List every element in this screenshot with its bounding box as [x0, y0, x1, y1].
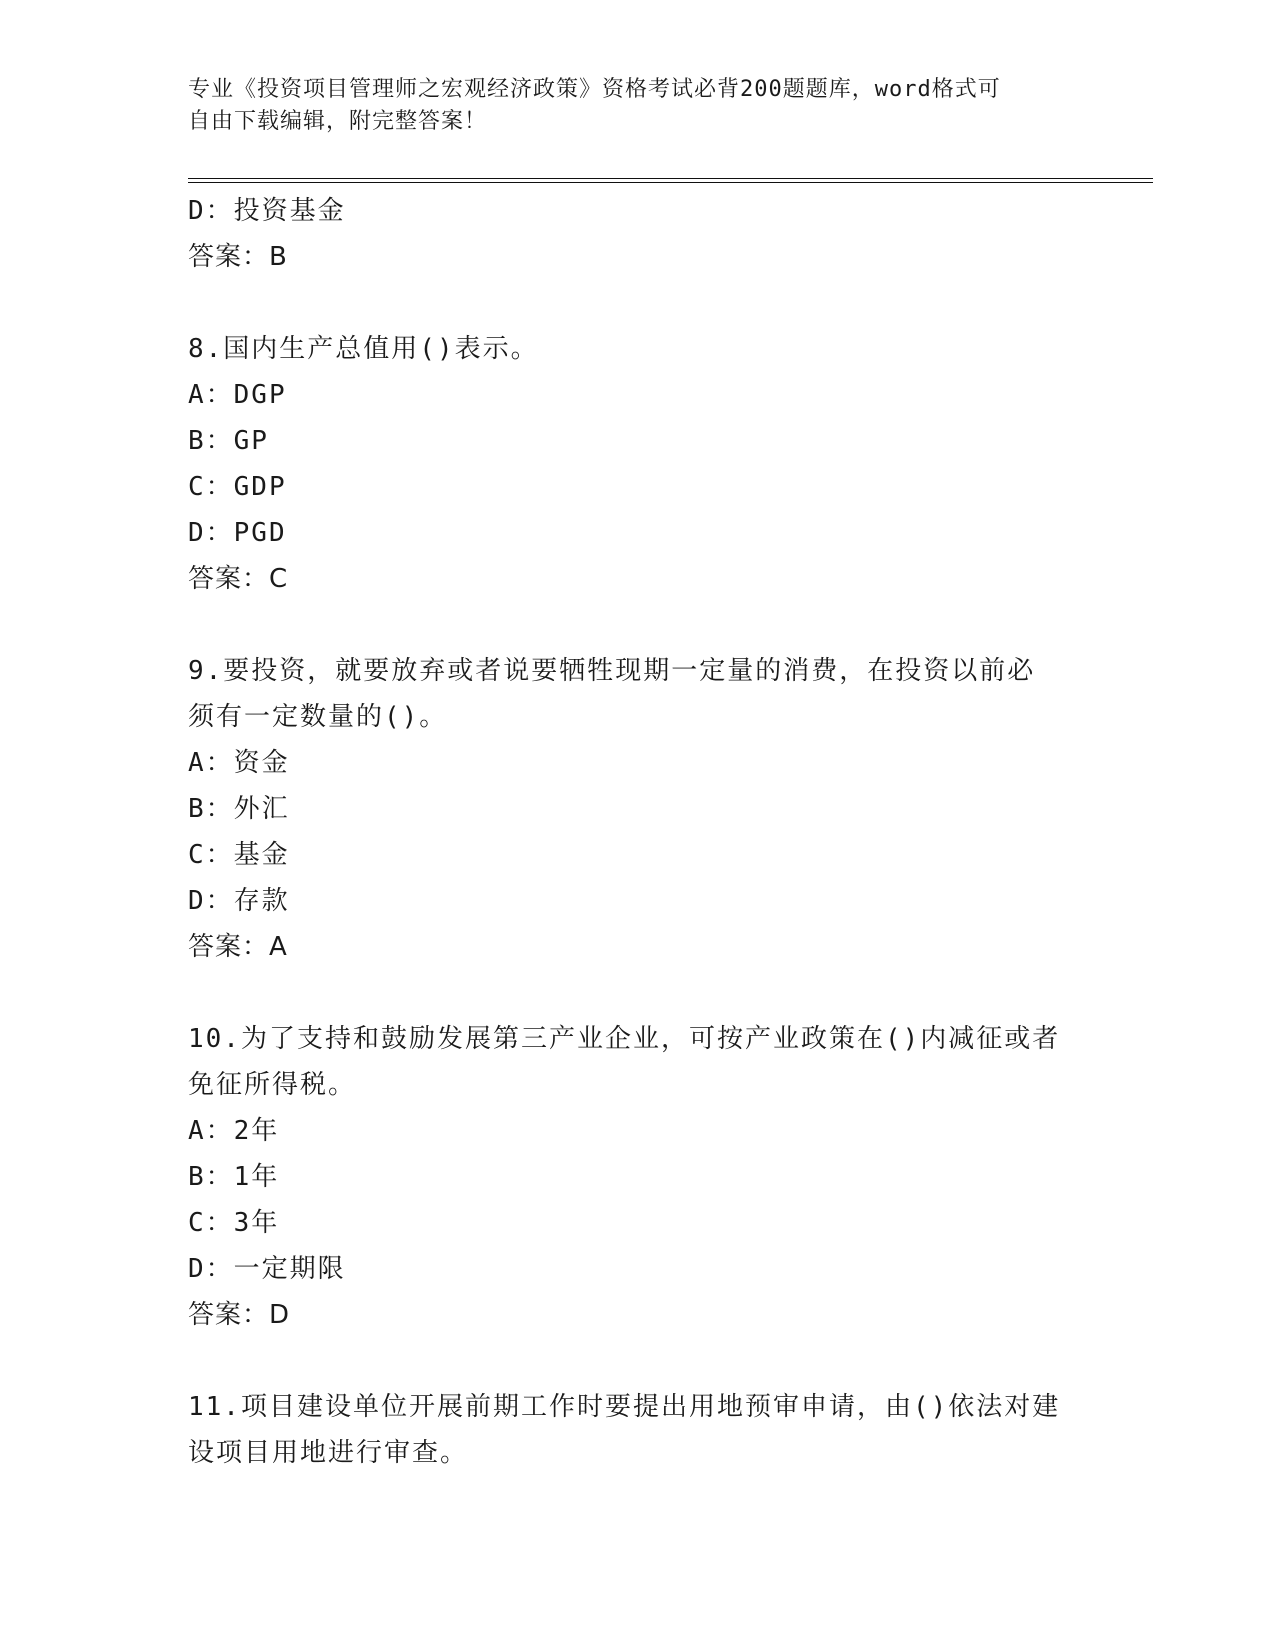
- question-content: [188, 188, 1078, 1476]
- question-stem: 8.国内生产总值用()表示。: [188, 334, 539, 364]
- question-stem-line-1: 11.项目建设单位开展前期工作时要提出用地预审申请，由()依法对建: [188, 1392, 1061, 1422]
- option-b: B：1年: [188, 1162, 280, 1192]
- option-b: B：GP: [188, 426, 269, 456]
- question-11: [188, 1384, 1078, 1476]
- option-a: A：2年: [188, 1116, 280, 1146]
- option-c: C：3年: [188, 1208, 280, 1238]
- question-stem-line-2: 设项目用地进行审查。: [188, 1438, 469, 1468]
- question-8: [188, 326, 1078, 602]
- option-a: A：DGP: [188, 380, 287, 410]
- header-divider-top: [188, 178, 1153, 179]
- question-stem-line-1: 10.为了支持和鼓励发展第三产业企业，可按产业政策在()内减征或者: [188, 1024, 1061, 1054]
- answer: 答案：C: [188, 564, 289, 594]
- document-header: [188, 74, 1088, 138]
- option-d: D：一定期限: [188, 1254, 346, 1284]
- answer: 答案：D: [188, 1300, 291, 1330]
- option-c: C：基金: [188, 840, 290, 870]
- header-line-1: 专业《投资项目管理师之宏观经济政策》资格考试必背200题题库，word格式可: [188, 77, 1001, 102]
- header-line-2: 自由下载编辑，附完整答案！: [188, 109, 488, 134]
- option-d: D：PGD: [188, 518, 287, 548]
- question-stem-line-2: 免征所得税。: [188, 1070, 357, 1100]
- question-stem-line-2: 须有一定数量的()。: [188, 702, 448, 732]
- question-10: [188, 1016, 1078, 1338]
- header-divider-bottom: [188, 182, 1153, 183]
- answer: 答案：A: [188, 932, 288, 962]
- answer: 答案：B: [188, 242, 288, 272]
- option-a: A：资金: [188, 748, 290, 778]
- option-d: D：存款: [188, 886, 290, 916]
- option-d: D：投资基金: [188, 196, 346, 226]
- option-b: B：外汇: [188, 794, 290, 824]
- question-stem-line-1: 9.要投资，就要放弃或者说要牺牲现期一定量的消费，在投资以前必: [188, 656, 1036, 686]
- question-9: [188, 648, 1078, 970]
- option-c: C：GDP: [188, 472, 287, 502]
- previous-question-tail: [188, 188, 1078, 280]
